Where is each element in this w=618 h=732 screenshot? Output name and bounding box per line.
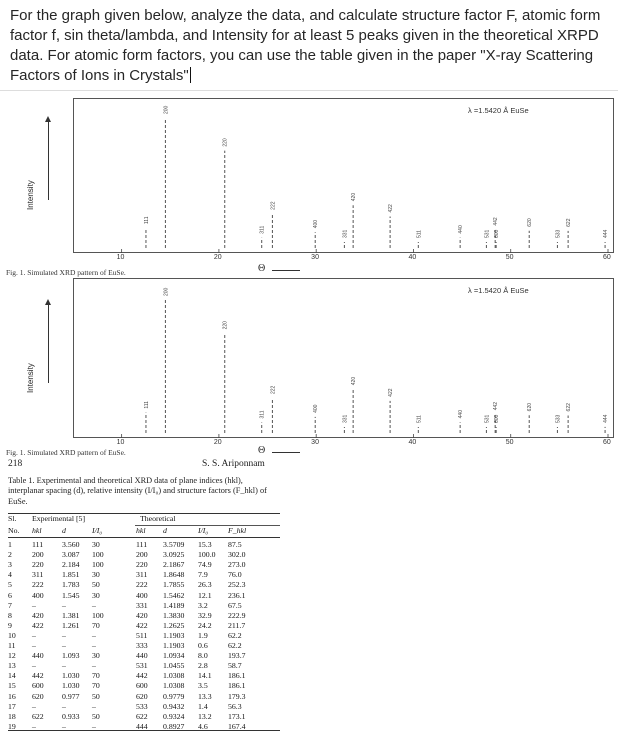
peak-label-531: 531 [484,414,491,423]
x-axis-arrow [272,270,300,271]
table-cell: – [32,661,36,671]
peak-label-222: 222 [270,201,277,210]
page-number: 218 [8,459,23,469]
table-cell: 2.1867 [163,560,185,570]
x-tick-label-60: 60 [603,439,611,446]
table-cell: 311 [136,570,148,580]
table-cell: – [62,661,66,671]
table-cell: 167.4 [228,721,246,731]
table-cell: 179.3 [228,691,246,701]
x-tick-label-50: 50 [505,254,514,261]
table-col-header: I/I₀ [198,526,209,535]
table-cell: 16 [8,691,16,701]
table-cell: 7.9 [198,570,208,580]
table-cell: 14 [8,671,16,681]
table-cell: 74.9 [198,560,212,570]
table-cell: 1.381 [62,610,80,620]
figure-caption: Fig. 1. Simulated XRD pattern of EuSe. [6,448,126,457]
table-cell: – [62,701,66,711]
table-cell: 1.2625 [163,620,185,630]
peak-label-200: 200 [163,287,170,296]
table-cell: 15 [8,681,16,691]
table-cell: 173.1 [228,711,246,721]
peak-label-533: 533 [555,229,562,238]
table-col-header: F_hkl [228,526,247,535]
table-cell: 2.8 [198,661,208,671]
table-cell: 1.0308 [163,671,185,681]
table-cell: 13.2 [198,711,212,721]
xrd-plot-2 [73,278,614,446]
peak-label-400: 400 [313,219,320,229]
table-cell: – [92,630,96,640]
table-cell: 30 [92,651,100,661]
table-cell: – [32,641,36,650]
table-cell: 14.1 [198,671,212,681]
table-cell: 18 [8,711,16,721]
table-cell: 13.3 [198,691,212,701]
question-text-box[interactable] [10,6,612,86]
table-cell: 62.2 [228,630,242,640]
peak-label-220: 220 [222,321,229,330]
table-cell: 8 [8,610,12,620]
table-cell: 620 [32,691,44,701]
peak-label-311: 311 [259,410,266,419]
table-cell: 100 [92,610,104,620]
table-cell: 442 [136,671,148,681]
x-axis-label: Θ [258,445,266,456]
x-tick-label-10: 10 [116,254,125,261]
table-cell: 600 [32,681,44,691]
peak-label-111: 111 [143,401,150,409]
table-cell: – [62,630,66,640]
x-tick-label-60: 60 [603,254,611,261]
table-cell: 5 [8,580,12,590]
table-cell: 100 [92,550,104,560]
table-cell: 11 [8,641,16,650]
peak-label-600: 600 [494,229,501,238]
table-cell: 58.7 [228,661,242,671]
table-cell: 76.0 [228,570,242,580]
table-col-header: I/I₀ [92,526,103,535]
table-cell: 3.5709 [163,540,185,549]
table-cell: – [32,701,36,711]
table-col-header: d [163,526,167,535]
peak-label-331: 331 [342,229,349,238]
table-cell: 220 [32,560,44,570]
table-cell: 0.9432 [163,701,185,711]
table-header-experimental: Experimental [5] [32,514,86,523]
table-cell: 400 [32,590,44,600]
table-cell: 4.6 [198,721,208,731]
peak-label-442: 442 [493,401,500,411]
table-cell: 1.7855 [163,580,185,590]
table-cell: 67.5 [228,600,242,610]
table-cell: – [92,661,96,671]
table-cell: 1.0934 [163,651,185,661]
table-cell: 15.3 [198,540,212,549]
table-header-theoretical: Theoretical [140,514,176,523]
peak-label-511: 511 [416,230,423,238]
table-cell: 1.783 [62,580,80,590]
table-cell: 17 [8,701,16,711]
x-tick-label-20: 20 [213,254,222,261]
table-cell: 3.0925 [163,550,185,560]
table-cell: 220 [136,560,148,570]
peak-label-622: 622 [566,218,573,227]
table-cell: 2 [8,550,12,560]
peak-label-422: 422 [388,204,395,213]
table-cell: 3.2 [198,600,208,610]
table-col-header: No. [8,526,20,535]
table-cell: 186.1 [228,671,246,681]
table-cell: 200 [32,550,44,560]
y-axis-arrow [48,120,49,200]
table-cell: 0.9779 [163,691,185,701]
table-cell: 70 [92,620,100,630]
table-cell: 12.1 [198,590,212,600]
table-cell: 252.3 [228,580,246,590]
peak-label-533: 533 [555,414,562,423]
table-cell: 222.9 [228,610,246,620]
table-cell: 50 [92,711,100,721]
table-cell: 1.4 [198,701,208,711]
table-cell: 30 [92,590,100,600]
table-cell: 1.030 [62,681,80,691]
table-cell: 422 [136,620,148,630]
table-cell: 273.0 [228,560,246,570]
peak-label-444: 444 [603,414,610,423]
y-axis-arrow [48,303,49,383]
table-cell: 1.5462 [163,590,185,600]
table-cell: 111 [32,540,44,549]
peak-label-420: 420 [351,192,358,202]
x-tick-label-40: 40 [408,439,417,446]
table-cell: 50 [92,691,100,701]
table-cell: 1.545 [62,590,80,600]
peak-label-511: 511 [416,415,423,423]
peak-label-200: 200 [163,105,170,114]
table-cell: 111 [136,540,148,549]
peak-label-442: 442 [493,217,500,226]
table-rule-header [8,537,280,538]
peak-label-440: 440 [458,225,465,234]
table-cell: 26.3 [198,580,212,590]
table-col-header: hkl [136,526,146,535]
peak-label-311: 311 [259,225,266,234]
peak-label-620: 620 [527,218,534,227]
y-axis-arrowhead [45,299,51,305]
table-cell: 236.1 [228,590,246,600]
table-cell: 222 [32,580,44,590]
table-cell: 531 [136,661,148,671]
table-cell: 12 [8,651,16,661]
peak-label-222: 222 [270,385,277,395]
table-cell: – [92,721,96,731]
table-cell: 533 [136,701,148,711]
table-cell: 62.2 [228,641,242,650]
table-cell: – [32,721,36,731]
table-cell: – [32,630,36,640]
table-cell: 13 [8,661,16,671]
peak-label-111: 111 [143,216,150,225]
x-tick-label-40: 40 [408,254,417,261]
table-cell: 2.184 [62,560,80,570]
table-cell: 222 [136,580,148,590]
table-cell: – [32,600,36,610]
y-axis-arrowhead [45,116,51,122]
table-cell: 193.7 [228,651,246,661]
table-col-header: hkl [32,526,42,535]
table-cell: 3.5 [198,681,208,691]
peak-label-440: 440 [458,410,465,419]
table-cell: 200 [136,550,148,560]
author-header: S. S. Ariponnam [202,459,265,469]
divider [0,90,618,91]
peak-label-422: 422 [388,388,395,397]
peak-label-220: 220 [222,138,229,147]
table-cell: – [92,641,96,650]
table-cell: 622 [32,711,44,721]
table-cell: 56.3 [228,701,242,711]
table-cell: 1.8648 [163,570,185,580]
table-cell: 333 [136,641,148,650]
table-cell: 600 [136,681,148,691]
table-cell: 32.9 [198,610,212,620]
table-cell: 211.7 [228,620,246,630]
wavelength-label: λ =1.5420 Å EuSe [468,286,529,295]
table-cell: – [92,701,96,711]
peak-label-620: 620 [527,402,534,412]
table-cell: – [62,600,66,610]
table-cell: 622 [136,711,148,721]
y-axis-label: Intensity [26,363,35,393]
table-cell: 311 [32,570,44,580]
table-cell: 331 [136,600,148,610]
table-cell: 3.087 [62,550,80,560]
x-tick-label-30: 30 [311,254,319,261]
peak-label-600: 600 [494,414,501,423]
table-cell: 100.0 [198,550,216,560]
table-cell: 444 [136,721,148,731]
peak-label-531: 531 [484,229,491,238]
table-cell: 3 [8,560,12,570]
table-cell: 30 [92,570,100,580]
table-cell: 1.1903 [163,630,185,640]
table-cell: 70 [92,681,100,691]
table-cell: – [92,600,96,610]
table-cell: 7 [8,600,12,610]
wavelength-label: λ =1.5420 Å EuSe [468,106,529,115]
table-header-sl: Sl. [8,514,17,523]
table-cell: 9 [8,620,12,630]
table-cell: 0.8927 [163,721,185,731]
table-cell: 100 [92,560,104,570]
table-cell: 0.6 [198,641,208,650]
peak-label-444: 444 [603,229,610,238]
table-cell: 0.9324 [163,711,185,721]
table-cell: 1.0308 [163,681,185,691]
table-cell: 1.851 [62,570,80,580]
peak-label-420: 420 [351,376,358,386]
table-cell: 302.0 [228,550,246,560]
peak-label-622: 622 [566,403,573,412]
table-cell: 440 [32,651,44,661]
peak-label-331: 331 [342,414,349,423]
table-cell: 420 [32,610,44,620]
table-cell: 400 [136,590,148,600]
table-cell: 420 [136,610,148,620]
figure-caption: Fig. 1. Simulated XRD pattern of EuSe. [6,268,126,277]
table-cell: 10 [8,630,16,640]
table-cell: 620 [136,691,148,701]
table-cell: 87.5 [228,540,242,549]
x-tick-label-50: 50 [505,439,514,446]
table-cell: 511 [136,630,148,640]
table-cell: 440 [136,651,148,661]
table-cell: 1.3830 [163,610,185,620]
table-cell: 0.977 [62,691,80,701]
table-cell: – [62,641,66,650]
table-cell: 70 [92,671,100,681]
table-cell: 0.933 [62,711,80,721]
y-axis-label: Intensity [26,180,35,210]
table-cell: 1.030 [62,671,80,681]
table-cell: 6 [8,590,12,600]
table-cell: 30 [92,540,100,549]
x-tick-label-10: 10 [116,439,125,446]
table-cell: 19 [8,721,16,731]
table-cell: 1 [8,540,12,549]
table-cell: – [62,721,66,731]
table-cell: 422 [32,620,44,630]
xrd-plot-1-svg [73,98,614,260]
table-cell: 24.2 [198,620,212,630]
table-col-header: d [62,526,66,535]
table-cell: 442 [32,671,44,681]
xrd-plot-2-svg [73,278,614,443]
text-cursor [190,67,191,83]
x-axis-label: Θ [258,263,266,274]
table-cell: 1.9 [198,630,208,640]
table-cell: 1.4189 [163,600,185,610]
table-cell: 4 [8,570,12,580]
table-cell: 1.0455 [163,661,185,671]
table-cell: 50 [92,580,100,590]
table-caption: Table 1. Experimental and theoretical XRD data of plane indices (hkl), interplanar spacing (d), relative intensity (I/I₀) and structure factors (F_hkl) of EuSe. [8,476,267,506]
table-cell: 1.261 [62,620,80,630]
table-cell: 1.093 [62,651,80,661]
table-cell: 8.0 [198,651,208,661]
xrd-plot-1 [73,98,614,260]
table-cell: 186.1 [228,681,246,691]
question-text: For the graph given below, analyze the data, and calculate structure factor F, atomic form factor f, sin theta/lambda, and Intensity for at least 5 peaks given in the theoretical XRPD data. For atomic form factors, you can use the table given in the paper "X-ray Scattering Factors of Ions in Crystals" [10,7,601,84]
peak-label-400: 400 [313,404,320,413]
x-tick-label-20: 20 [213,439,222,446]
x-axis-arrow [272,452,300,453]
table-cell: 1.1903 [163,641,185,650]
table-cell: 3.560 [62,540,80,549]
x-tick-label-30: 30 [311,439,319,446]
